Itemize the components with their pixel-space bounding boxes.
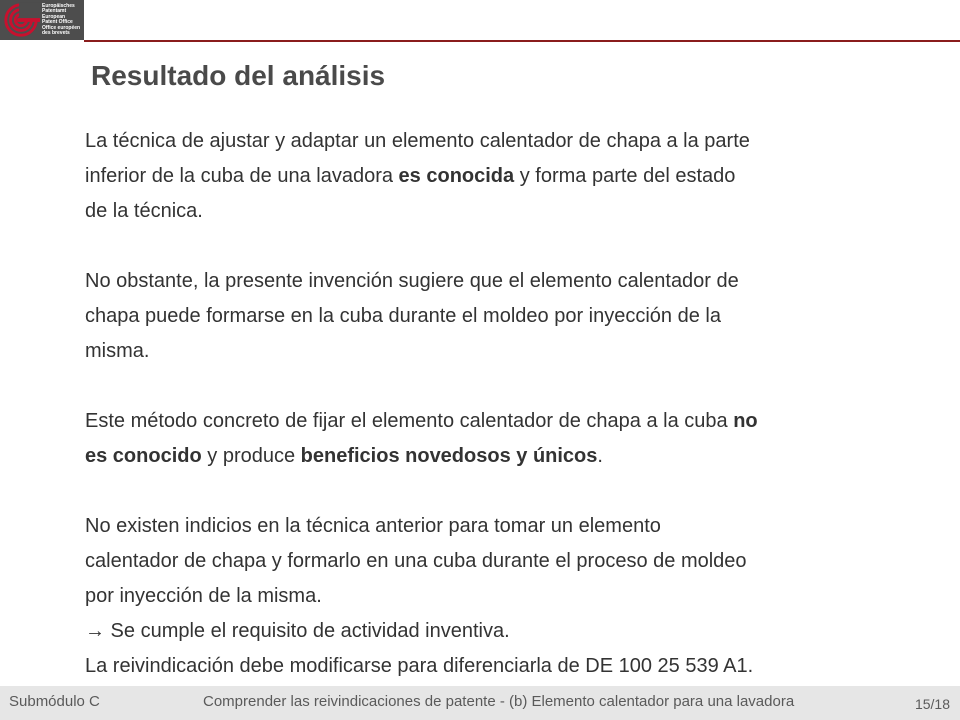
epo-logo-icon (2, 1, 40, 39)
logo-line: des brevets (42, 30, 70, 36)
page-title: Resultado del análisis (91, 60, 386, 91)
text-line: de la técnica. (85, 200, 203, 222)
logo-wordmark (42, 4, 80, 37)
epo-logo (0, 0, 84, 40)
page-number: 15/18 (914, 696, 950, 712)
paragraph-conclusion (85, 509, 905, 684)
emphasis: es conocido (85, 445, 202, 467)
text-line: La técnica de ajustar y adaptar un elemento calentador de chapa a la parte (85, 130, 750, 152)
text-line: misma. (85, 340, 150, 362)
text-line: La reivindicación debe modificarse para diferenciarla de DE 100 25 539 A1. (85, 655, 754, 677)
text-line: No existen indicios en la técnica anterior para tomar un elemento (85, 515, 661, 537)
logo-line: Office européen (42, 24, 81, 31)
text-line: chapa puede formarse en la cuba durante el moldeo por inyección de la (85, 305, 721, 327)
logo-line: Patent Office (42, 19, 73, 25)
footer-course-title: Comprender las reivindicaciones de patente - (b) Elemento calentador para una lavadora (203, 693, 795, 710)
text-line: No obstante, la presente invención sugiere que el elemento calentador de (85, 270, 739, 292)
header-rule (84, 40, 960, 42)
text-line: por inyección de la misma. (85, 585, 322, 607)
text-line: calentador de chapa y formarlo en una cuba durante el proceso de moldeo (85, 550, 747, 572)
emphasis: no (733, 410, 758, 432)
emphasis: beneficios novedosos y únicos (300, 445, 598, 467)
paragraph-known-technique (85, 124, 905, 229)
text-line: es conocido y produce beneficios novedosos y únicos. (85, 445, 603, 467)
paragraph-invention (85, 264, 905, 369)
logo-line: European (42, 13, 66, 20)
emphasis: es conocida (398, 165, 515, 187)
footer-module: Submódulo C (9, 693, 100, 710)
text-line: → Se cumple el requisito de actividad inventiva. (85, 620, 510, 642)
logo-line: Europäisches (42, 2, 75, 9)
text-line: inferior de la cuba de una lavadora es conocida y forma parte del estado (85, 165, 736, 187)
slide-body (85, 124, 905, 684)
text-line: Este método concreto de fijar el elemento calentador de chapa a la cuba no (85, 410, 758, 432)
paragraph-method (85, 404, 905, 474)
logo-line: Patentamt (42, 8, 67, 14)
footer-bar (0, 686, 960, 720)
